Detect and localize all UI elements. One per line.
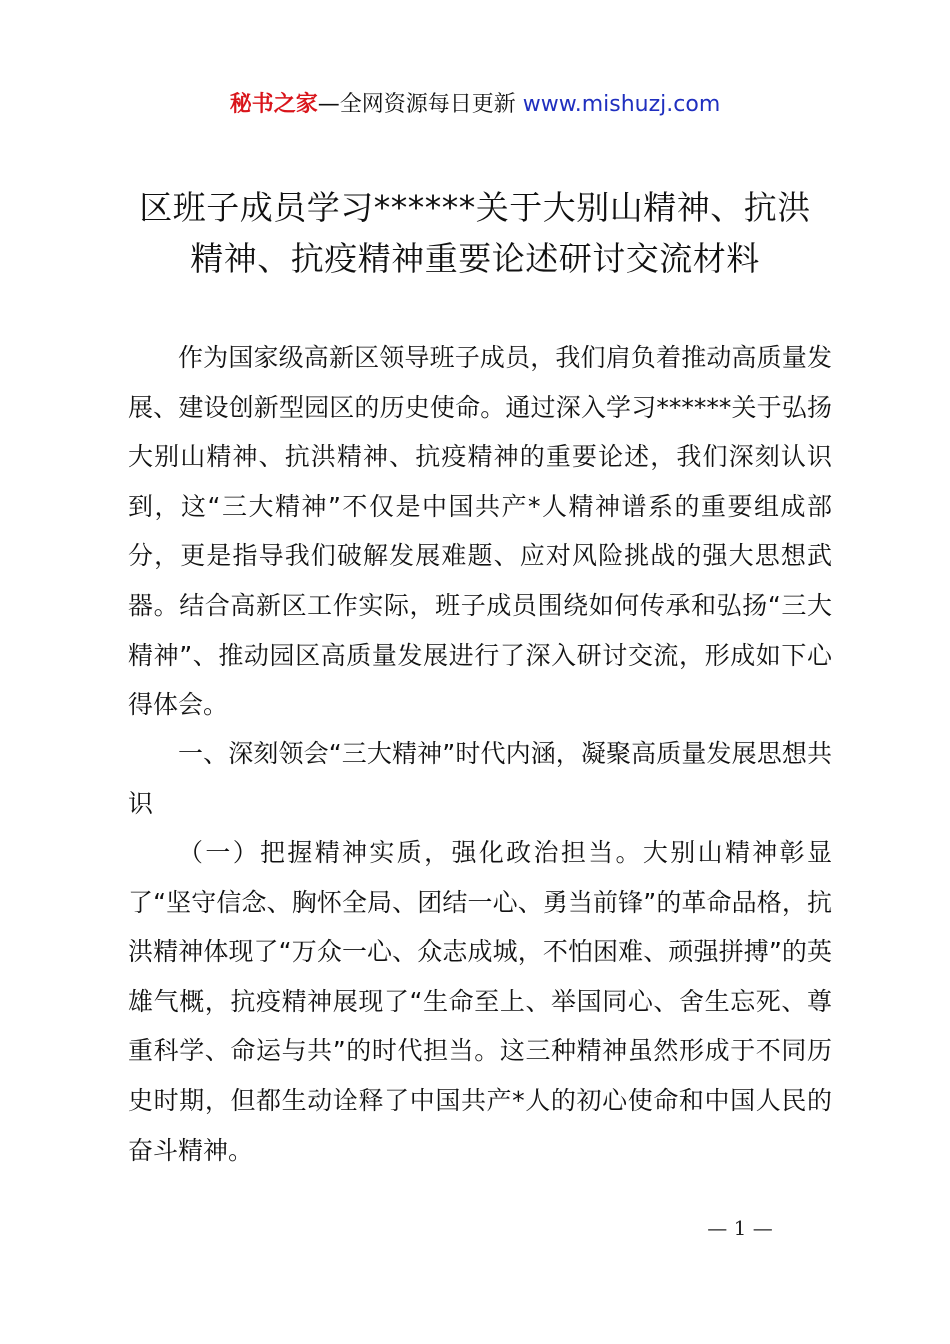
subsection-paragraph: （一）把握精神实质，强化政治担当。大别山精神彰显了“坚守信念、胸怀全局、团结一心、勇当前锋”的革命品格，抗洪精神体现了“万众一心、众志成城，不怕困难、顽强拼搏”的英雄气概，抗疫精神展现了“生命至上、举国同心、舍生忘死、尊重科学、命运与共”的时代担当。这三种精神虽然形成于不同历史时期，但都生动诠释了中国共产*人的初心使命和中国人民的奋斗精神。	[128, 838, 832, 1165]
document-title	[100, 182, 850, 284]
section-heading: 一、深刻领会“三大精神”时代内涵，凝聚高质量发展思想共识	[128, 739, 832, 818]
title-line-2: 精神、抗疫精神重要论述研讨交流材料	[190, 239, 760, 278]
page-number: — 1 —	[707, 1216, 773, 1240]
title-line-1: 区班子成员学习******关于大别山精神、抗洪	[139, 188, 811, 227]
brand-name: 秘书之家	[229, 92, 318, 117]
site-url-link[interactable]: www.mishuzj.com	[522, 92, 721, 117]
site-header	[0, 88, 950, 122]
header-tagline: —全网资源每日更新	[317, 92, 523, 117]
intro-paragraph: 作为国家级高新区领导班子成员，我们肩负着推动高质量发展、建设创新型园区的历史使命。通过深入学习******关于弘扬大别山精神、抗洪精神、抗疫精神的重要论述，我们深刻认识到，这“三大精神”不仅是中国共产*人精神谱系的重要组成部分，更是指导我们破解发展难题、应对风险挑战的强大思想武器。结合高新区工作实际，班子成员围绕如何传承和弘扬“三大精神”、推动园区高质量发展进行了深入研讨交流，形成如下心得体会。	[128, 343, 832, 720]
